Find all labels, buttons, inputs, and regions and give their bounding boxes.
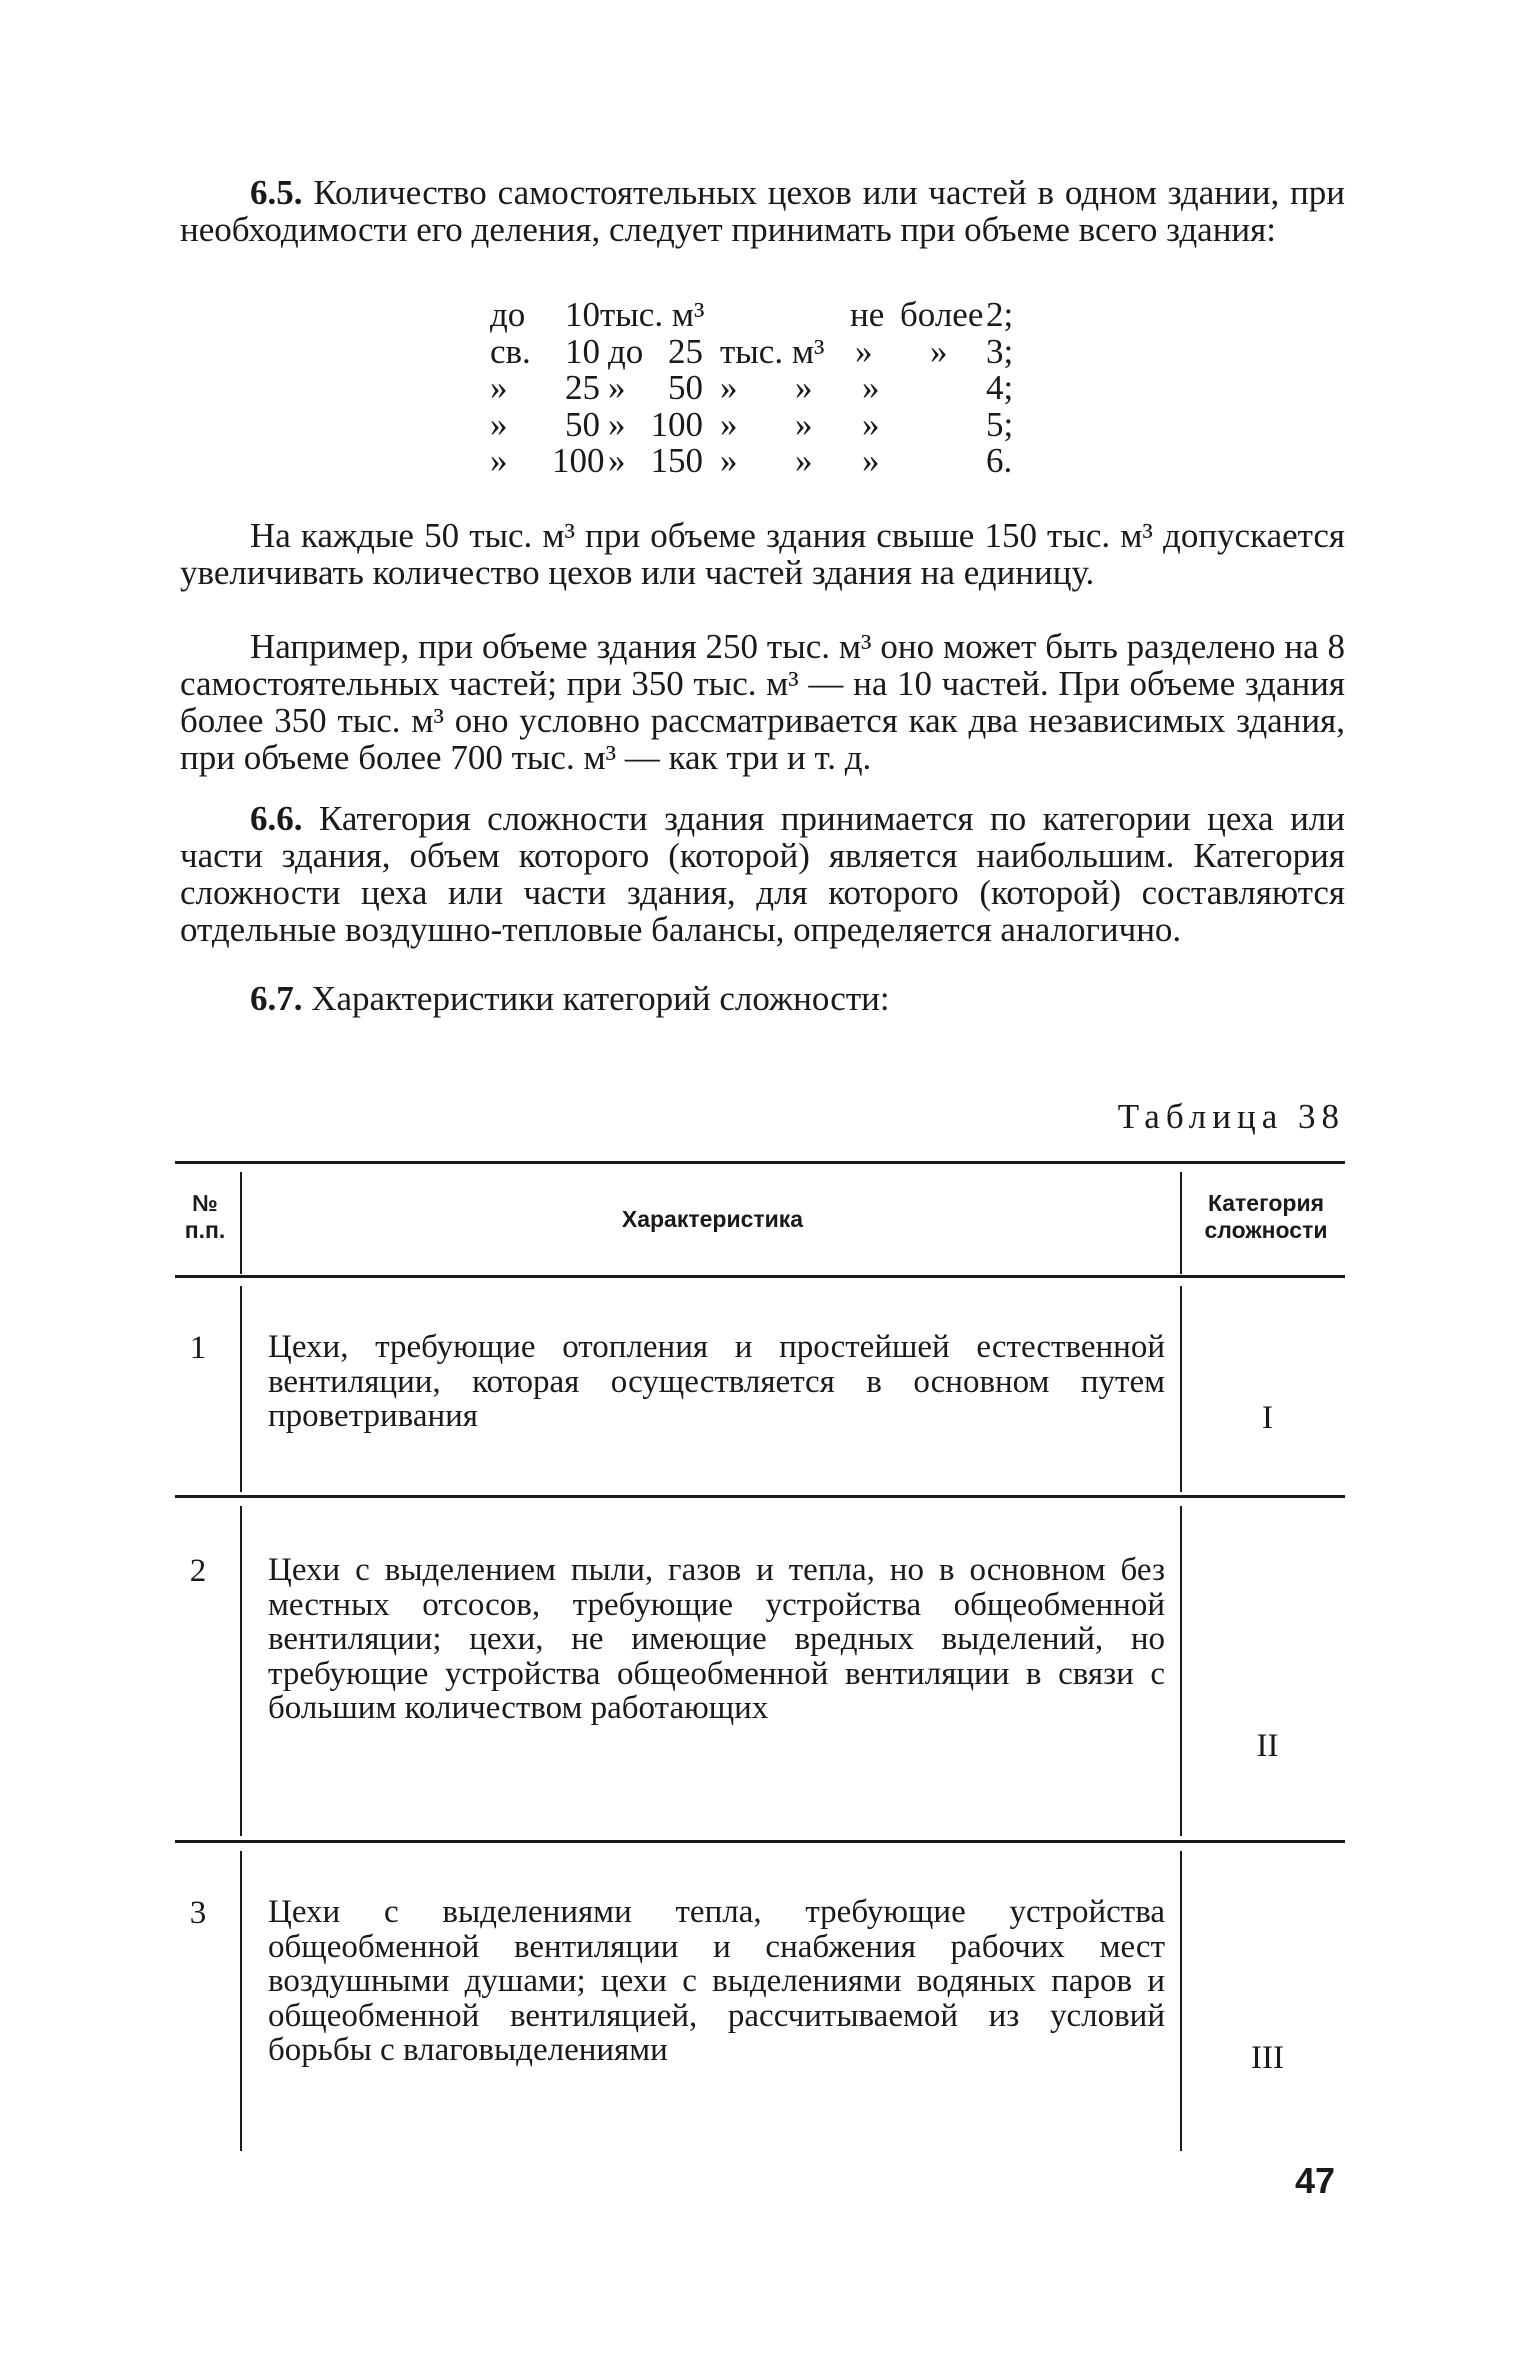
row-prefix: » <box>490 368 508 407</box>
section-number: 6.6. <box>250 799 303 838</box>
page-number: 47 <box>1294 2160 1335 2201</box>
row-characteristic: Цехи с выделениями тепла, требующие устройства общеобменной вентиляции и снабжения рабочих мест воздушными душами; цехи с выделениями водяных паров и общеобменной вентиляцией, рассчитываемой из условий борьбы с влаговыделениями <box>268 1894 1165 2068</box>
row-value: 2; <box>986 295 1014 334</box>
row-to: 150 <box>650 441 703 480</box>
row-q2: » <box>930 331 948 371</box>
table-row-rule <box>175 1840 1345 1843</box>
volume-row <box>490 297 1050 334</box>
row-from: 10 <box>565 295 600 334</box>
table-vline <box>240 1851 242 2151</box>
volume-limits-list <box>490 297 1050 480</box>
table-header-rule <box>175 1275 1345 1278</box>
row-category: I <box>1262 1400 1273 1436</box>
section-text: Количество самостоятельных цехов или частей в одном здании, при необходимости его деления, следует принимать при объеме всего здания: <box>180 173 1345 249</box>
header-characteristic: Характеристика <box>621 1206 804 1232</box>
row-from: 25 <box>565 368 600 407</box>
row-characteristic: Цехи с выделением пыли, газов и тепла, но в основном без местных отсосов, требующие устройства общеобменной вентиляции; цехи, не имеющие вредных выделений, но требующие устройства общеобменной вентиляции в связи с большим количеством работающих <box>268 1552 1165 1726</box>
paragraph-each-50 <box>180 517 1345 591</box>
paragraph-6-6 <box>180 800 1345 948</box>
table-vline <box>240 1286 242 1492</box>
row-prefix: » <box>490 404 508 444</box>
row-mid: » <box>608 404 626 444</box>
table-caption: Таблица 38 <box>1117 1097 1345 1136</box>
row-q1: » <box>795 368 813 407</box>
row-q1: не <box>850 295 885 334</box>
row-prefix: до <box>490 295 526 334</box>
header-number: № п.п. <box>184 1190 226 1243</box>
row-unit: тыс. м³ <box>600 295 705 334</box>
row-number: 2 <box>189 1553 207 1589</box>
paragraph-6-5 <box>180 174 1345 248</box>
paragraph-text: На каждые 50 тыс. м³ при объеме здания свыше 150 тыс. м³ допускается увеличивать количество цехов или частей здания на единицу. <box>180 516 1345 592</box>
table-vline <box>1180 1172 1182 1274</box>
row-unit: тыс. м³ <box>720 331 825 371</box>
paragraph-example <box>180 628 1345 776</box>
section-text: Категория сложности здания принимается по категории цеха или части здания, объем которого (которой) является наибольшим. Категория сложности цеха или части здания, для которого (которой) составляются отдельные воздушно-тепловые балансы, определяется аналогично. <box>180 799 1345 949</box>
row-unit: » <box>720 441 738 480</box>
row-number: 1 <box>189 1330 207 1366</box>
row-mid: до <box>608 331 644 371</box>
row-value: 5; <box>986 404 1014 444</box>
row-prefix: » <box>490 441 508 480</box>
table-vline <box>240 1172 242 1274</box>
table-vline <box>240 1506 242 1836</box>
row-q1: » <box>795 404 813 444</box>
header-category: Категория сложности <box>1204 1190 1328 1243</box>
row-to: 50 <box>668 368 703 407</box>
row-value: 6. <box>986 441 1013 480</box>
table-vline <box>1180 1286 1182 1492</box>
table-vline <box>1180 1506 1182 1836</box>
paragraph-6-7 <box>180 980 1345 1017</box>
row-to: 25 <box>668 331 703 371</box>
volume-row <box>490 443 1050 480</box>
row-q2: » <box>862 404 880 444</box>
row-value: 4; <box>986 368 1014 407</box>
row-q1: » <box>855 331 873 371</box>
section-number: 6.7. <box>250 979 303 1018</box>
table-row-rule <box>175 1495 1345 1498</box>
row-characteristic: Цехи, требующие отопления и простейшей естественной вентиляции, которая осуществляется в основном путем проветривания <box>268 1329 1165 1434</box>
volume-row <box>490 331 1050 371</box>
row-category: II <box>1256 1728 1279 1764</box>
row-prefix: св. <box>490 331 531 371</box>
row-from: 50 <box>565 404 600 444</box>
row-number: 3 <box>189 1895 207 1931</box>
row-unit: » <box>720 404 738 444</box>
table-top-rule <box>175 1161 1345 1164</box>
row-q1: » <box>795 441 813 480</box>
section-number: 6.5. <box>250 173 303 212</box>
table-vline <box>1180 1851 1182 2151</box>
row-from: 100 <box>552 441 605 480</box>
row-q2: » <box>862 368 880 407</box>
row-category: III <box>1251 2040 1284 2076</box>
row-q2: » <box>862 441 880 480</box>
paragraph-text: Например, при объеме здания 250 тыс. м³ оно может быть разделено на 8 самостоятельных частей; при 350 тыс. м³ — на 10 частей. При объеме здания более 350 тыс. м³ оно условно рассматривается как два независимых здания, при объеме более 700 тыс. м³ — как три и т. д. <box>180 627 1345 777</box>
row-q2: более <box>900 295 984 334</box>
row-from: 10 <box>565 331 600 371</box>
row-mid: » <box>608 441 626 480</box>
row-value: 3; <box>986 331 1014 371</box>
section-text: Характеристики категорий сложности: <box>311 979 890 1018</box>
row-to: 100 <box>650 404 703 444</box>
row-mid: » <box>608 368 626 407</box>
row-unit: » <box>720 368 738 407</box>
volume-row <box>490 370 1050 407</box>
volume-row <box>490 404 1050 444</box>
